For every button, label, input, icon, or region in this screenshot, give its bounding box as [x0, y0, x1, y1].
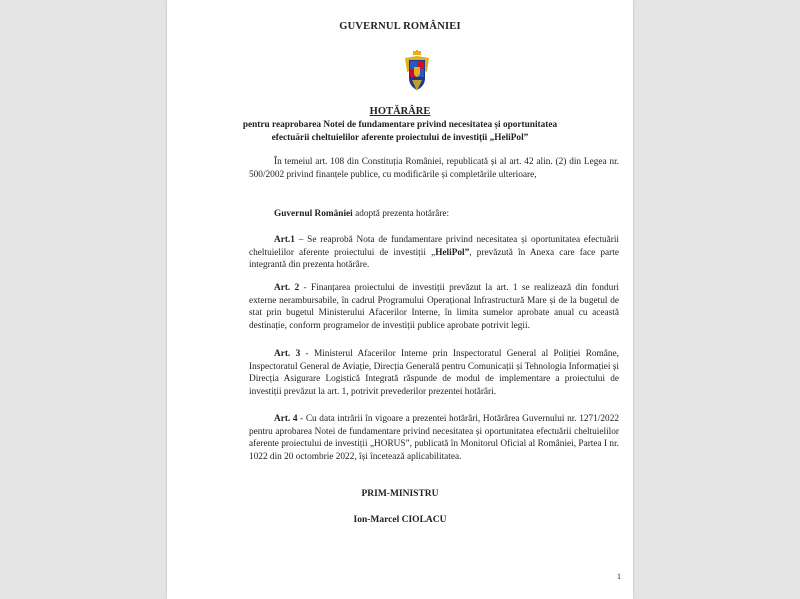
issuer-header: GUVERNUL ROMÂNIEI	[339, 21, 461, 32]
article-label: Art.1	[274, 235, 295, 245]
article-text-end: , prevăzută în Anexa care face parte integrantă din prezenta hotărâre.	[249, 247, 619, 271]
article-label: Art. 3	[274, 349, 301, 359]
article-label: Art. 4	[274, 414, 298, 424]
document-subtitle: pentru reaprobarea Notei de fundamentare privind necesitatea și oportunitatea efectuării cheltuielilor aferente proiectului de investiții „HeliPol”	[242, 120, 558, 143]
article-text: - Ministerul Afacerilor Interne prin Inspectoratul General al Poliției Române, Inspectoratul General de Aviație, Direcția Generală pentru Comunicații și Tehnologia Informației și Direcția Asigurare Logistică Integrată răspunde de modul de implementare a proiectului de investiții prevăzut la art. 1, potrivit prevederilor prezentei hotărâri.	[249, 349, 620, 397]
article-4-paragraph	[249, 413, 619, 463]
preamble-paragraph: În temeiul art. 108 din Constituția României, republicată și al art. 42 alin. (2) din Legea nr. 500/2002 privind finanțele publice, cu modificările și completările ulterioare,	[249, 157, 619, 180]
article-text: - Finanțarea proiectului de investiții prevăzut la art. 1 se realizează din fonduri externe nerambursabile, în cadrul Programului Operațional Infrastructură Mare și de la bugetul de stat prin bugetul Ministerului Afacerilor Interne, în limita sumelor aprobate anual cu această destinație, conform programelor de investiții publice aprobate potrivit legii.	[249, 283, 619, 331]
page-number: 1	[617, 572, 621, 581]
document-title: HOTĂRÂRE	[369, 106, 431, 117]
article-text: - Cu data intrării în vigoare a prezentei hotărâri, Hotărârea Guvernului nr. 1271/2022 pentru aprobarea Notei de fundamentare privind necesitatea și oportunitatea efectuării cheltuielilor aferente proiectului de investiții „HORUS”, publicată în Monitorul Oficial al României, Partea I nr. 1022 din 20 octombrie 2022, își încetează aplicabilitatea.	[249, 414, 620, 462]
signature-name: Ion-Marcel CIOLACU	[353, 515, 447, 525]
adoption-text: adoptă prezenta hotărâre:	[352, 209, 450, 219]
adoption-paragraph	[249, 208, 619, 221]
article-3-paragraph	[249, 348, 619, 398]
article-2-paragraph	[249, 282, 619, 332]
adoption-subject: Guvernul României	[274, 209, 353, 219]
article-text: – Se reaprobă Nota de fundamentare privind necesitatea și oportunitatea efectuării cheltuielilor aferente proiectului de investiții „	[249, 235, 619, 258]
romanian-coat-of-arms-icon	[403, 50, 431, 92]
article-label: Art. 2	[274, 283, 300, 293]
project-name: HeliPol”	[435, 247, 470, 258]
signature-role: PRIM-MINISTRU	[361, 489, 439, 499]
article-1-paragraph	[249, 234, 619, 272]
document-page	[167, 0, 633, 599]
